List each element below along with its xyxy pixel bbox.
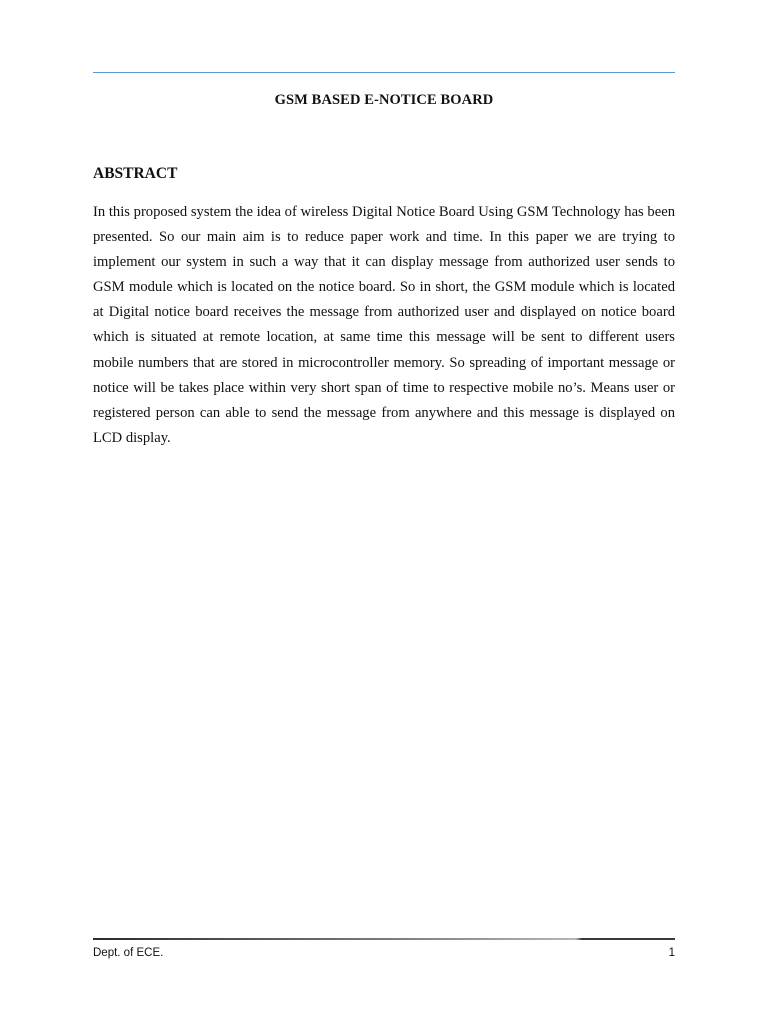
footer-page-number: 1 <box>668 947 675 959</box>
abstract-paragraph: In this proposed system the idea of wireless Digital Notice Board Using GSM Technology has been presented. So our main aim is to reduce paper work and time. In this paper we are trying to implement our system in such a way that it can display message from authorized user sends to GSM module which is located on the notice board. So in short, the GSM module which is located at Digital notice board receives the message from authorized user and displayed on notice board which is situated at remote location, at same time this message will be sent to different users mobile numbers that are stored in microcontroller memory. So spreading of important message or notice will be takes place within very short span of time to respective mobile no’s. Means user or registered person can able to send the message from anywhere and this message is displayed on LCD display. <box>93 204 675 446</box>
header-rule <box>93 72 675 73</box>
abstract-heading: ABSTRACT <box>93 165 178 182</box>
document-title: GSM BASED E-NOTICE BOARD <box>274 92 494 108</box>
footer-rule <box>93 938 675 940</box>
footer-department: Dept. of ECE. <box>93 947 164 959</box>
